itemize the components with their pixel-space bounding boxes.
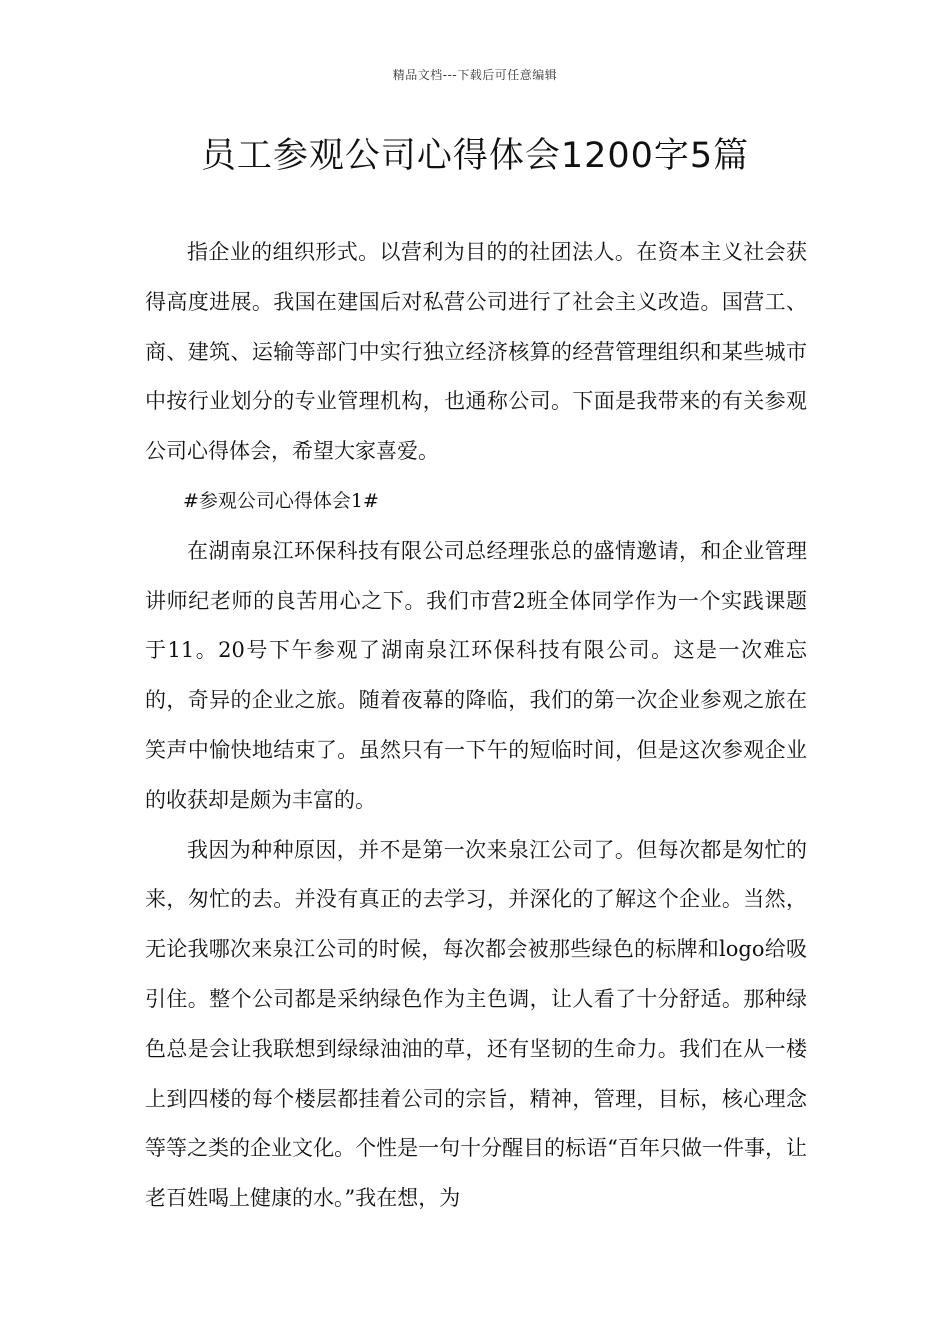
- document-body: [145, 228, 807, 1224]
- header-note: 精品文档---下载后可任意编辑: [392, 68, 558, 82]
- paragraph-1: 在湖南泉江环保科技有限公司总经理张总的盛情邀请，和企业管理讲师纪老师的良苦用心之下。我们市营2班全体同学作为一个实践课题于11。20号下午参观了湖南泉江环保科技有限公司。这是一次难忘的，奇异的企业之旅。随着夜幕的降临，我们的第一次企业参观之旅在笑声中愉快地结束了。虽然只有一下午的短临时间，但是这次参观企业的收获却是颇为丰富的。: [145, 538, 807, 812]
- document-title: 员工参观公司心得体会1200字5篇: [200, 136, 750, 176]
- paragraph-intro: 指企业的组织形式。以营利为目的的社团法人。在资本主义社会获得高度进展。我国在建国后对私营公司进行了社会主义改造。国营工、商、建筑、运输等部门中实行独立经济核算的经营管理组织和某些城市中按行业划分的专业管理机构，也通称公司。下面是我带来的有关参观公司心得体会，希望大家喜爱。: [145, 240, 807, 464]
- paragraph-2: 我因为种种原因，并不是第一次来泉江公司了。但每次都是匆忙的来，匆忙的去。并没有真正的去学习，并深化的了解这个企业。当然，无论我哪次来泉江公司的时候，每次都会被那些绿色的标牌和logo给吸引住。整个公司都是采纳绿色作为主色调，让人看了十分舒适。那种绿色总是会让我联想到绿绿油油的草，还有坚韧的生命力。我们在从一楼上到四楼的每个楼层都挂着公司的宗旨，精神，管理，目标，核心理念等等之类的企业文化。个性是一句十分醒目的标语“百年只做一件事，让老百姓喝上健康的水。”我在想，为: [145, 837, 807, 1211]
- section-heading-1: #参观公司心得体会1#: [183, 489, 379, 512]
